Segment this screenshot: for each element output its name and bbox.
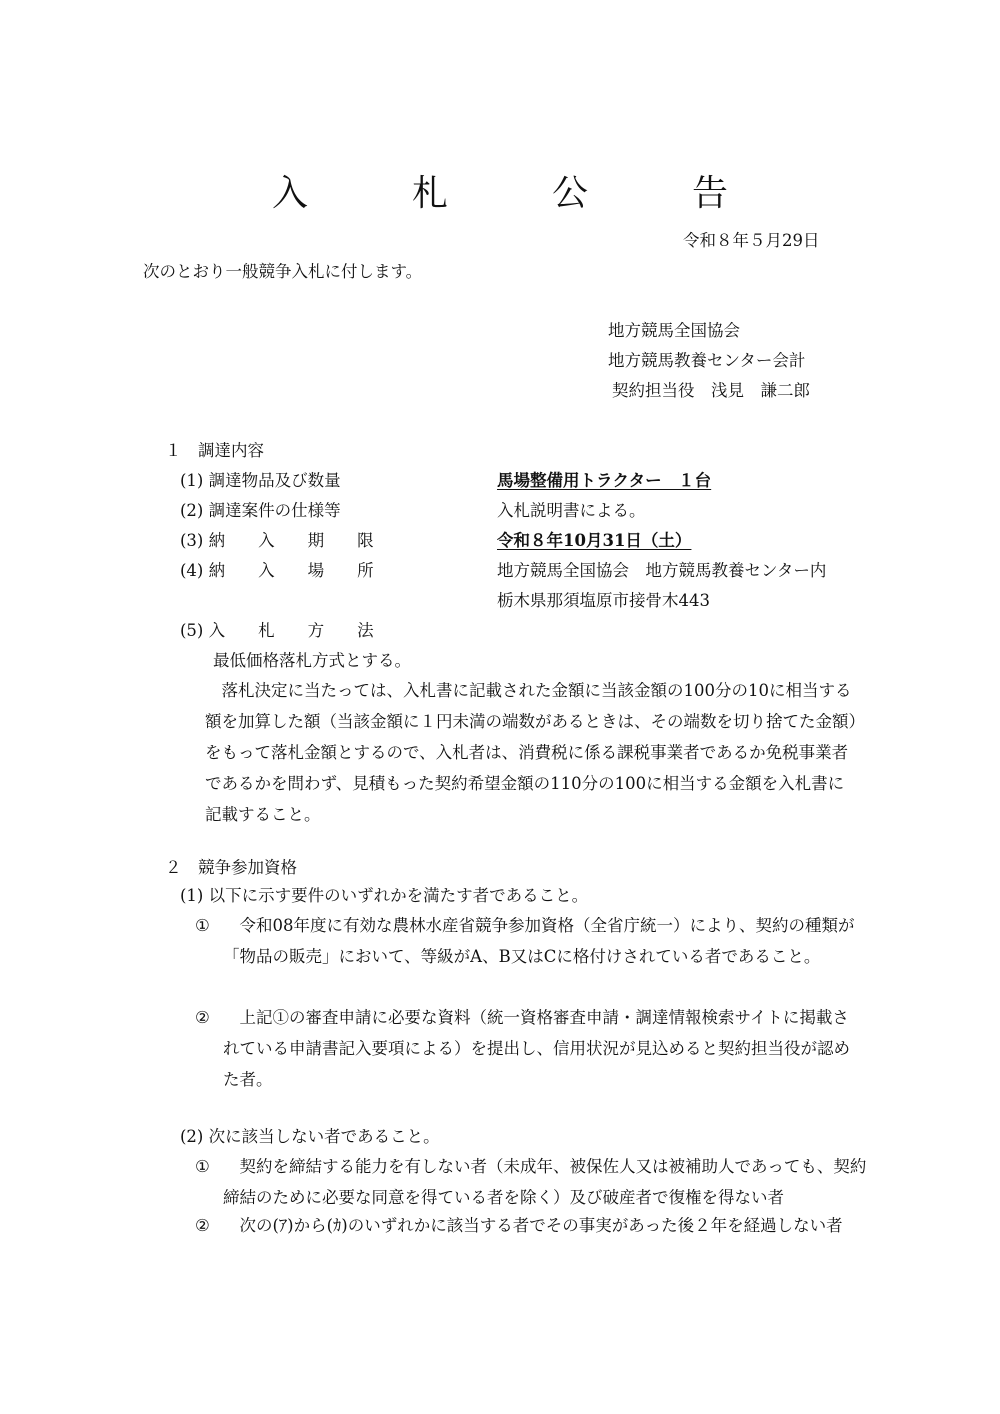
issuer-department: 地方競馬教養センター会計 (608, 351, 806, 370)
method-line: 最低価格落札方式とする。 (213, 651, 411, 670)
section2-heading: ２ 競争参加資格 (165, 858, 297, 877)
row-value: 地方競馬全国協会 地方競馬教養センター内 (497, 561, 827, 580)
list-item: 上記①の審査申請に必要な資料（統一資格審査申請・調達情報検索サイトに掲載されている申請書記入要項による）を提出し、信用状況が見込めると契約担当役が認めた者。 (223, 1008, 850, 1089)
row-value: 令和８年10月31日（土） (497, 531, 692, 550)
list-item: 契約を締結する能力を有しない者（未成年、被保佐人又は被補助人であっても、契約締結のために必要な同意を得ている者を除く）及び破産者で復権を得ない者 (223, 1157, 867, 1207)
issuer-org: 地方競馬全国協会 (608, 321, 740, 340)
row-label: (2) 調達案件の仕様等 (180, 501, 341, 520)
notice-date: 令和８年５月29日 (683, 231, 820, 250)
list-item: 令和08年度に有効な農林水産省競争参加資格（全省庁統一）により、契約の種類が「物品の販売」において、等級がA、B又はCに格付けされている者であること。 (223, 916, 855, 966)
list-marker: ① (195, 916, 210, 935)
sub2-heading: (2) 次に該当しない者であること。 (180, 1127, 440, 1146)
row-value: 馬場整備用トラクター １台 (497, 471, 712, 490)
sub1-heading: (1) 以下に示す要件のいずれかを満たす者であること。 (180, 886, 589, 905)
row-label: (4) 納 入 場 所 (180, 561, 374, 580)
row-value: 入札説明書による。 (497, 501, 646, 520)
row-value-address: 栃木県那須塩原市接骨木443 (497, 591, 710, 610)
issuer-officer: 契約担当役 浅見 謙二郎 (612, 381, 810, 400)
intro-text: 次のとおり一般競争入札に付します。 (143, 262, 423, 281)
list-marker: ① (195, 1157, 210, 1176)
row-label: (1) 調達物品及び数量 (180, 471, 341, 490)
method-label: (5) 入 札 方 法 (180, 621, 374, 640)
list-item: 次の(ｱ)から(ｶ)のいずれかに該当する者でその事実があった後２年を経過しない者 (239, 1216, 843, 1235)
method-paragraph: 落札決定に当たっては、入札書に記載された金額に当該金額の100分の10に相当する額を加算した額（当該金額に１円未満の端数があるときは、その端数を切り捨てた金額）をもって落札金額とするので、入札者は、消費税に係る課税事業者であるか免税事業者であるかを問わず、見積もった契約希望金額の110分の100に相当する金額を入札書に記載すること。 (205, 681, 857, 824)
list-marker: ② (195, 1008, 210, 1027)
list-marker: ② (195, 1216, 210, 1235)
section1-heading: １ 調達内容 (165, 441, 264, 460)
row-label: (3) 納 入 期 限 (180, 531, 374, 550)
page-title: 入 札 公 告 (271, 173, 762, 214)
